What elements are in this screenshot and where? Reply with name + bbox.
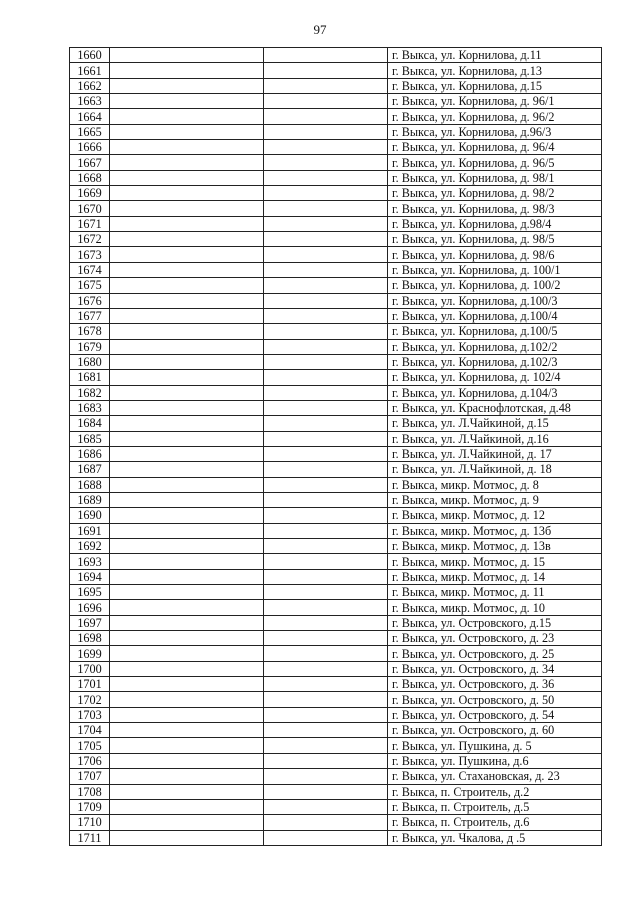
empty-cell [110, 124, 264, 139]
address-cell: г. Выкса, ул. Корнилова, д. 98/6 [388, 247, 602, 262]
empty-cell [264, 48, 388, 63]
empty-cell [110, 262, 264, 277]
empty-cell [264, 661, 388, 676]
row-number: 1692 [70, 539, 110, 554]
row-number: 1680 [70, 354, 110, 369]
address-cell: г. Выкса, ул. Корнилова, д. 96/5 [388, 155, 602, 170]
empty-cell [264, 293, 388, 308]
address-cell: г. Выкса, п. Строитель, д.5 [388, 799, 602, 814]
address-cell: г. Выкса, ул. Корнилова, д. 100/1 [388, 262, 602, 277]
empty-cell [264, 232, 388, 247]
table-row [70, 585, 602, 600]
empty-cell [264, 262, 388, 277]
row-number: 1677 [70, 308, 110, 323]
table-row [70, 155, 602, 170]
empty-cell [264, 539, 388, 554]
empty-cell [264, 477, 388, 492]
empty-cell [110, 830, 264, 845]
table-row [70, 140, 602, 155]
row-number: 1676 [70, 293, 110, 308]
table-row [70, 201, 602, 216]
table-row [70, 600, 602, 615]
row-number: 1673 [70, 247, 110, 262]
empty-cell [110, 339, 264, 354]
table-row [70, 109, 602, 124]
empty-cell [110, 492, 264, 507]
address-cell: г. Выкса, ул. Корнилова, д.100/3 [388, 293, 602, 308]
empty-cell [110, 78, 264, 93]
empty-cell [264, 370, 388, 385]
address-cell: г. Выкса, ул. Корнилова, д.96/3 [388, 124, 602, 139]
table-row [70, 446, 602, 461]
empty-cell [264, 707, 388, 722]
table-row [70, 784, 602, 799]
address-cell: г. Выкса, ул. Пушкина, д. 5 [388, 738, 602, 753]
empty-cell [264, 585, 388, 600]
empty-cell [110, 799, 264, 814]
empty-cell [264, 354, 388, 369]
table-row [70, 63, 602, 78]
empty-cell [110, 477, 264, 492]
empty-cell [110, 462, 264, 477]
row-number: 1688 [70, 477, 110, 492]
empty-cell [264, 247, 388, 262]
address-cell: г. Выкса, ул. Чкалова, д .5 [388, 830, 602, 845]
empty-cell [110, 324, 264, 339]
address-cell: г. Выкса, микр. Мотмос, д. 13б [388, 523, 602, 538]
address-cell: г. Выкса, ул. Островского, д. 54 [388, 707, 602, 722]
address-cell: г. Выкса, ул. Корнилова, д. 98/3 [388, 201, 602, 216]
table-row [70, 94, 602, 109]
empty-cell [110, 354, 264, 369]
empty-cell [110, 216, 264, 231]
table-row [70, 400, 602, 415]
address-cell: г. Выкса, ул. Корнилова, д.102/2 [388, 339, 602, 354]
table-row [70, 661, 602, 676]
empty-cell [264, 416, 388, 431]
table-row [70, 523, 602, 538]
empty-cell [264, 78, 388, 93]
empty-cell [264, 492, 388, 507]
address-cell: г. Выкса, ул. Корнилова, д. 96/4 [388, 140, 602, 155]
empty-cell [264, 124, 388, 139]
address-cell: г. Выкса, п. Строитель, д.6 [388, 815, 602, 830]
empty-cell [110, 109, 264, 124]
address-cell: г. Выкса, ул. Островского, д. 25 [388, 646, 602, 661]
table-row [70, 293, 602, 308]
table-row [70, 508, 602, 523]
empty-cell [264, 799, 388, 814]
empty-cell [264, 186, 388, 201]
row-number: 1698 [70, 631, 110, 646]
empty-cell [110, 523, 264, 538]
empty-cell [110, 186, 264, 201]
empty-cell [264, 646, 388, 661]
table-row [70, 232, 602, 247]
address-cell: г. Выкса, ул. Краснофлотская, д.48 [388, 400, 602, 415]
row-number: 1660 [70, 48, 110, 63]
row-number: 1701 [70, 677, 110, 692]
address-cell: г. Выкса, микр. Мотмос, д. 11 [388, 585, 602, 600]
row-number: 1710 [70, 815, 110, 830]
empty-cell [264, 830, 388, 845]
empty-cell [264, 308, 388, 323]
address-cell: г. Выкса, ул. Л.Чайкиной, д.16 [388, 431, 602, 446]
empty-cell [264, 523, 388, 538]
empty-cell [264, 723, 388, 738]
table-row [70, 262, 602, 277]
row-number: 1663 [70, 94, 110, 109]
table-row [70, 477, 602, 492]
row-number: 1675 [70, 278, 110, 293]
table-row [70, 615, 602, 630]
row-number: 1687 [70, 462, 110, 477]
empty-cell [264, 446, 388, 461]
table-row [70, 753, 602, 768]
address-cell: г. Выкса, ул. Корнилова, д.98/4 [388, 216, 602, 231]
empty-cell [264, 554, 388, 569]
address-cell: г. Выкса, микр. Мотмос, д. 10 [388, 600, 602, 615]
empty-cell [264, 462, 388, 477]
empty-cell [110, 585, 264, 600]
table-row [70, 830, 602, 845]
table-row [70, 308, 602, 323]
empty-cell [264, 738, 388, 753]
empty-cell [264, 216, 388, 231]
table-body [70, 48, 602, 846]
address-cell: г. Выкса, ул. Корнилова, д. 100/2 [388, 278, 602, 293]
empty-cell [264, 631, 388, 646]
empty-cell [264, 94, 388, 109]
table-row [70, 738, 602, 753]
table-row [70, 723, 602, 738]
empty-cell [110, 140, 264, 155]
empty-cell [264, 385, 388, 400]
address-cell: г. Выкса, микр. Мотмос, д. 12 [388, 508, 602, 523]
row-number: 1674 [70, 262, 110, 277]
table-row [70, 431, 602, 446]
empty-cell [264, 784, 388, 799]
table-row [70, 677, 602, 692]
row-number: 1672 [70, 232, 110, 247]
row-number: 1695 [70, 585, 110, 600]
empty-cell [110, 232, 264, 247]
address-cell: г. Выкса, ул. Л.Чайкиной, д. 17 [388, 446, 602, 461]
table-row [70, 370, 602, 385]
address-cell: г. Выкса, ул. Корнилова, д. 98/1 [388, 170, 602, 185]
empty-cell [110, 508, 264, 523]
row-number: 1679 [70, 339, 110, 354]
table-row [70, 48, 602, 63]
table-row [70, 247, 602, 262]
empty-cell [264, 155, 388, 170]
empty-cell [110, 738, 264, 753]
empty-cell [110, 677, 264, 692]
address-cell: г. Выкса, ул. Корнилова, д.15 [388, 78, 602, 93]
empty-cell [110, 446, 264, 461]
address-cell: г. Выкса, ул. Корнилова, д. 98/5 [388, 232, 602, 247]
row-number: 1664 [70, 109, 110, 124]
row-number: 1667 [70, 155, 110, 170]
row-number: 1697 [70, 615, 110, 630]
address-cell: г. Выкса, ул. Корнилова, д. 102/4 [388, 370, 602, 385]
empty-cell [264, 615, 388, 630]
page-number: 97 [313, 22, 327, 37]
address-cell: г. Выкса, ул. Островского, д. 50 [388, 692, 602, 707]
row-number: 1684 [70, 416, 110, 431]
table-row [70, 462, 602, 477]
empty-cell [110, 631, 264, 646]
address-cell: г. Выкса, ул. Островского, д. 23 [388, 631, 602, 646]
row-number: 1694 [70, 569, 110, 584]
empty-cell [110, 201, 264, 216]
address-cell: г. Выкса, ул. Корнилова, д.102/3 [388, 354, 602, 369]
empty-cell [264, 201, 388, 216]
table-row [70, 78, 602, 93]
row-number: 1665 [70, 124, 110, 139]
empty-cell [110, 416, 264, 431]
address-cell: г. Выкса, ул. Островского, д.15 [388, 615, 602, 630]
empty-cell [110, 308, 264, 323]
empty-cell [110, 815, 264, 830]
empty-cell [110, 600, 264, 615]
table-row [70, 416, 602, 431]
table-row [70, 769, 602, 784]
empty-cell [110, 431, 264, 446]
row-number: 1670 [70, 201, 110, 216]
row-number: 1707 [70, 769, 110, 784]
empty-cell [264, 600, 388, 615]
address-cell: г. Выкса, микр. Мотмос, д. 8 [388, 477, 602, 492]
empty-cell [110, 247, 264, 262]
empty-cell [110, 646, 264, 661]
empty-cell [110, 784, 264, 799]
table-row [70, 539, 602, 554]
address-cell: г. Выкса, ул. Корнилова, д.100/4 [388, 308, 602, 323]
table-row [70, 354, 602, 369]
address-cell: г. Выкса, ул. Стахановская, д. 23 [388, 769, 602, 784]
empty-cell [110, 692, 264, 707]
address-cell: г. Выкса, ул. Островского, д. 60 [388, 723, 602, 738]
empty-cell [110, 539, 264, 554]
row-number: 1703 [70, 707, 110, 722]
empty-cell [110, 94, 264, 109]
empty-cell [110, 155, 264, 170]
row-number: 1683 [70, 400, 110, 415]
table-row [70, 799, 602, 814]
row-number: 1681 [70, 370, 110, 385]
table-row [70, 631, 602, 646]
empty-cell [110, 569, 264, 584]
address-cell: г. Выкса, ул. Пушкина, д.6 [388, 753, 602, 768]
row-number: 1699 [70, 646, 110, 661]
address-cell: г. Выкса, ул. Корнилова, д. 96/2 [388, 109, 602, 124]
table-row [70, 815, 602, 830]
row-number: 1704 [70, 723, 110, 738]
address-cell: г. Выкса, п. Строитель, д.2 [388, 784, 602, 799]
address-cell: г. Выкса, ул. Островского, д. 36 [388, 677, 602, 692]
table-row [70, 124, 602, 139]
row-number: 1678 [70, 324, 110, 339]
row-number: 1711 [70, 830, 110, 845]
empty-cell [264, 769, 388, 784]
empty-cell [110, 554, 264, 569]
table-row [70, 385, 602, 400]
row-number: 1693 [70, 554, 110, 569]
empty-cell [264, 278, 388, 293]
empty-cell [264, 569, 388, 584]
empty-cell [264, 109, 388, 124]
empty-cell [264, 815, 388, 830]
table-row [70, 646, 602, 661]
empty-cell [264, 170, 388, 185]
address-cell: г. Выкса, ул. Корнилова, д.100/5 [388, 324, 602, 339]
address-table [69, 47, 602, 846]
empty-cell [264, 508, 388, 523]
row-number: 1696 [70, 600, 110, 615]
address-cell: г. Выкса, ул. Л.Чайкиной, д.15 [388, 416, 602, 431]
address-cell: г. Выкса, микр. Мотмос, д. 14 [388, 569, 602, 584]
row-number: 1668 [70, 170, 110, 185]
empty-cell [264, 324, 388, 339]
empty-cell [264, 753, 388, 768]
row-number: 1669 [70, 186, 110, 201]
empty-cell [110, 48, 264, 63]
empty-cell [110, 370, 264, 385]
table-row [70, 186, 602, 201]
table-row [70, 278, 602, 293]
row-number: 1690 [70, 508, 110, 523]
empty-cell [110, 707, 264, 722]
row-number: 1685 [70, 431, 110, 446]
row-number: 1706 [70, 753, 110, 768]
address-cell: г. Выкса, микр. Мотмос, д. 9 [388, 492, 602, 507]
empty-cell [264, 677, 388, 692]
empty-cell [110, 615, 264, 630]
address-cell: г. Выкса, ул. Л.Чайкиной, д. 18 [388, 462, 602, 477]
empty-cell [264, 140, 388, 155]
empty-cell [110, 278, 264, 293]
row-number: 1702 [70, 692, 110, 707]
address-cell: г. Выкса, ул. Корнилова, д. 96/1 [388, 94, 602, 109]
row-number: 1661 [70, 63, 110, 78]
row-number: 1700 [70, 661, 110, 676]
empty-cell [110, 385, 264, 400]
table-row [70, 569, 602, 584]
empty-cell [110, 63, 264, 78]
empty-cell [264, 692, 388, 707]
address-cell: г. Выкса, ул. Корнилова, д.104/3 [388, 385, 602, 400]
row-number: 1682 [70, 385, 110, 400]
table-row [70, 339, 602, 354]
empty-cell [264, 431, 388, 446]
table-row [70, 492, 602, 507]
row-number: 1705 [70, 738, 110, 753]
table-row [70, 170, 602, 185]
address-cell: г. Выкса, ул. Корнилова, д.11 [388, 48, 602, 63]
table-row [70, 707, 602, 722]
row-number: 1666 [70, 140, 110, 155]
row-number: 1689 [70, 492, 110, 507]
address-cell: г. Выкса, микр. Мотмос, д. 13в [388, 539, 602, 554]
empty-cell [264, 339, 388, 354]
table-row [70, 324, 602, 339]
address-cell: г. Выкса, ул. Корнилова, д.13 [388, 63, 602, 78]
row-number: 1691 [70, 523, 110, 538]
empty-cell [110, 769, 264, 784]
table-row [70, 554, 602, 569]
table-row [70, 692, 602, 707]
empty-cell [264, 63, 388, 78]
row-number: 1709 [70, 799, 110, 814]
empty-cell [264, 400, 388, 415]
empty-cell [110, 753, 264, 768]
empty-cell [110, 170, 264, 185]
empty-cell [110, 400, 264, 415]
address-cell: г. Выкса, микр. Мотмос, д. 15 [388, 554, 602, 569]
empty-cell [110, 723, 264, 738]
address-cell: г. Выкса, ул. Островского, д. 34 [388, 661, 602, 676]
table-row [70, 216, 602, 231]
empty-cell [110, 293, 264, 308]
row-number: 1662 [70, 78, 110, 93]
row-number: 1671 [70, 216, 110, 231]
address-cell: г. Выкса, ул. Корнилова, д. 98/2 [388, 186, 602, 201]
empty-cell [110, 661, 264, 676]
row-number: 1708 [70, 784, 110, 799]
row-number: 1686 [70, 446, 110, 461]
